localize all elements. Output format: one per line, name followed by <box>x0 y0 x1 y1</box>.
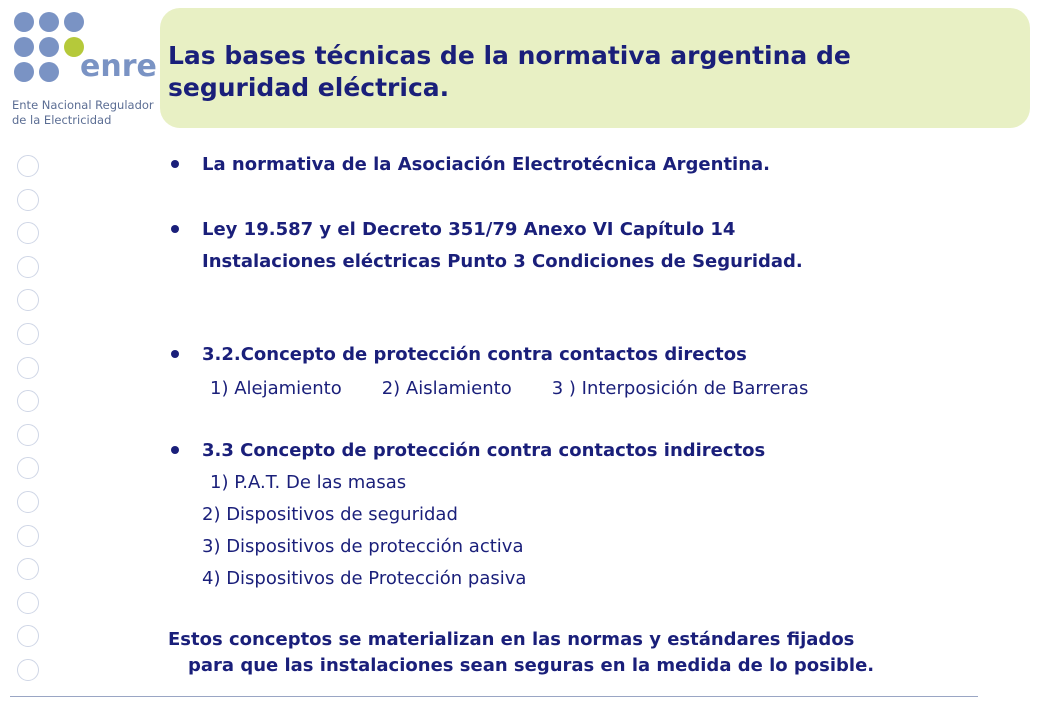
sub-item: 2) Dispositivos de seguridad <box>202 504 458 525</box>
logo-subtitle-line: Ente Nacional Regulador <box>12 98 154 112</box>
bullet-text: 3.3 Concepto de protección contra contactos indirectos <box>202 440 766 461</box>
bullet-icon <box>171 160 179 168</box>
bullet-continuation: Instalaciones eléctricas Punto 3 Condiciones de Seguridad. <box>202 251 803 272</box>
protection-method: 2) Aislamiento <box>381 378 512 399</box>
footer-divider <box>10 696 978 697</box>
bullet-text: Ley 19.587 y el Decreto 351/79 Anexo VI Capítulo 14 <box>202 219 736 240</box>
bullet-text: 3.2.Concepto de protección contra contactos directos <box>202 344 747 365</box>
conclusion-line: para que las instalaciones sean seguras en la medida de lo posible. <box>188 655 875 676</box>
sub-item: 1) P.A.T. De las masas <box>210 472 407 493</box>
page-title-line: Las bases técnicas de la normativa argentina de <box>168 41 851 70</box>
bullet-icon <box>171 446 179 454</box>
sub-item: 3) Dispositivos de protección activa <box>202 536 524 557</box>
sub-item: 4) Dispositivos de Protección pasiva <box>202 568 527 589</box>
bullet-icon <box>171 225 179 233</box>
conclusion-line: Estos conceptos se materializan en las normas y estándares fijados <box>168 629 855 650</box>
protection-methods-row <box>210 377 808 401</box>
protection-method: 1) Alejamiento <box>210 378 342 399</box>
bullet-icon <box>171 350 179 358</box>
protection-method: 3 ) Interposición de Barreras <box>551 378 809 399</box>
page-title-line: seguridad eléctrica. <box>168 73 450 102</box>
logo-subtitle-line: de la Electricidad <box>12 113 112 127</box>
bullet-text: La normativa de la Asociación Electrotécnica Argentina. <box>202 154 771 175</box>
logo-wordmark: enre <box>80 49 157 84</box>
